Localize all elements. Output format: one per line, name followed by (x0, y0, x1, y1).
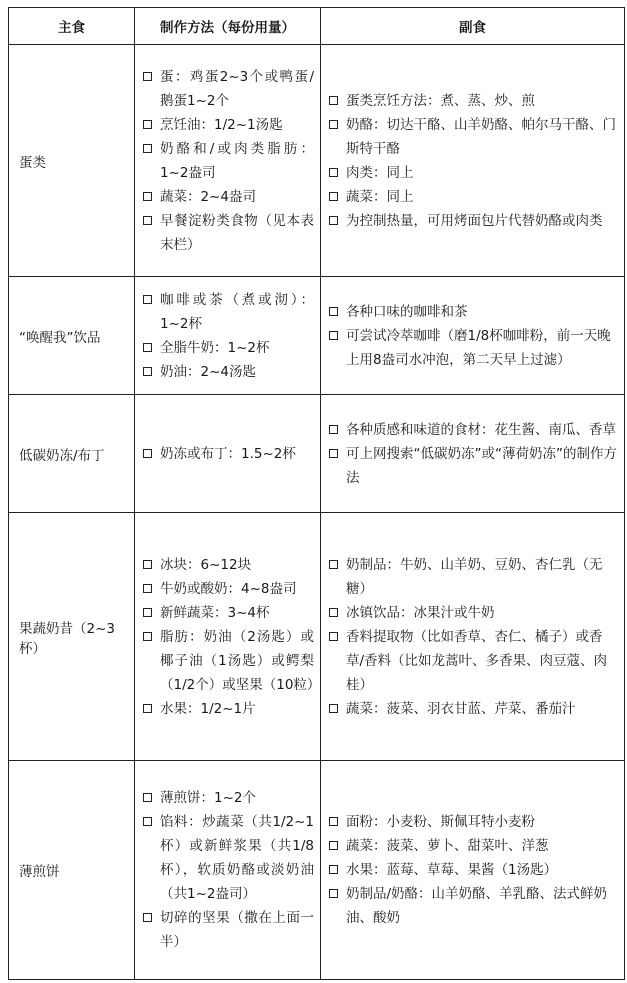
list-item: 牛奶或酸奶：4~8盎司 (143, 577, 314, 601)
list-item: 奶油：2~4汤匙 (143, 360, 314, 384)
checkbox-icon (143, 560, 152, 569)
list-item: 薄煎饼：1~2个 (143, 786, 314, 810)
table-row (9, 513, 625, 761)
checkbox-icon (329, 817, 338, 826)
list-item: 蛋：鸡蛋2~3个或鸭蛋/鹅蛋1~2个 (143, 65, 314, 113)
method-cell (135, 761, 321, 980)
list-item: 各种口味的咖啡和茶 (329, 300, 618, 324)
list-item: 咖啡或茶（煮或沏）：1~2杯 (143, 288, 314, 336)
checkbox-icon (143, 632, 152, 641)
list-item: 水果：1/2~1片 (143, 697, 314, 721)
list-item: 蔬菜：同上 (329, 185, 618, 209)
list-item: 奶制品/奶酪：山羊奶酪、羊乳酪、法式鲜奶油、酸奶 (329, 882, 618, 930)
checkbox-icon (329, 889, 338, 898)
list-item: 各种质感和味道的食材：花生酱、南瓜、香草 (329, 418, 618, 442)
meal-table (8, 7, 625, 980)
list-item: 蔬菜：2~4盎司 (143, 185, 314, 209)
list-item: 新鲜蔬菜：3~4杯 (143, 601, 314, 625)
list-item: 全脂牛奶：1~2杯 (143, 336, 314, 360)
list-item: 香料提取物（比如香草、杏仁、橘子）或香草/香料（比如龙蒿叶、多香果、肉豆蔻、肉桂） (329, 625, 618, 697)
side-cell (321, 761, 625, 980)
checkbox-icon (329, 120, 338, 129)
header-main: 主食 (9, 8, 135, 45)
list-item: 面粉：小麦粉、斯佩耳特小麦粉 (329, 810, 618, 834)
header-method: 制作方法（每份用量） (135, 8, 321, 45)
list-item: 脂肪：奶油（2汤匙）或椰子油（1汤匙）或鳄梨（1/2个）或坚果（10粒） (143, 625, 314, 697)
checkbox-icon (143, 584, 152, 593)
checkbox-icon (329, 632, 338, 641)
checkbox-icon (329, 841, 338, 850)
checkbox-icon (143, 192, 152, 201)
main-dish-cell: 低碳奶冻/布丁 (9, 395, 135, 513)
checkbox-icon (143, 144, 152, 153)
table-row (9, 761, 625, 980)
list-item: 冰块：6~12块 (143, 553, 314, 577)
list-item: 可上网搜索“低碳奶冻”或“薄荷奶冻”的制作方法 (329, 442, 618, 490)
checkbox-icon (329, 704, 338, 713)
header-side: 副食 (321, 8, 625, 45)
main-dish-cell: 果蔬奶昔（2~3杯） (9, 513, 135, 761)
list-item: 可尝试冷萃咖啡（磨1/8杯咖啡粉，前一天晚上用8盎司水冲泡，第二天早上过滤） (329, 324, 618, 372)
method-cell (135, 395, 321, 513)
list-item: 蛋类烹饪方法：煮、蒸、炒、煎 (329, 89, 618, 113)
list-item: 蔬菜：菠菜、萝卜、甜菜叶、洋葱 (329, 834, 618, 858)
checkbox-icon (329, 865, 338, 874)
list-item: 奶酪：切达干酪、山羊奶酪、帕尔马干酪、门斯特干酪 (329, 113, 618, 161)
list-item: 为控制热量，可用烤面包片代替奶酪或肉类 (329, 209, 618, 233)
checkbox-icon (329, 608, 338, 617)
side-cell (321, 45, 625, 277)
checkbox-icon (143, 449, 152, 458)
method-cell (135, 45, 321, 277)
checkbox-icon (143, 216, 152, 225)
checkbox-icon (143, 72, 152, 81)
side-cell (321, 277, 625, 395)
checkbox-icon (143, 793, 152, 802)
list-item: 奶冻或布丁：1.5~2杯 (143, 442, 314, 466)
table-row (9, 277, 625, 395)
checkbox-icon (329, 168, 338, 177)
checkbox-icon (329, 216, 338, 225)
list-item: 奶制品：牛奶、山羊奶、豆奶、杏仁乳（无糖） (329, 553, 618, 601)
checkbox-icon (143, 295, 152, 304)
method-cell (135, 513, 321, 761)
checkbox-icon (143, 608, 152, 617)
checkbox-icon (143, 367, 152, 376)
main-dish-cell: “唤醒我”饮品 (9, 277, 135, 395)
header-row (9, 8, 625, 45)
list-item: 水果：蓝莓、草莓、果酱（1汤匙） (329, 858, 618, 882)
list-item: 蔬菜：菠菜、羽衣甘蓝、芹菜、番茄汁 (329, 697, 618, 721)
checkbox-icon (143, 704, 152, 713)
list-item: 切碎的坚果（撒在上面一半） (143, 906, 314, 954)
checkbox-icon (143, 817, 152, 826)
table-row (9, 395, 625, 513)
checkbox-icon (143, 913, 152, 922)
method-cell (135, 277, 321, 395)
list-item: 奶酪和/或肉类脂肪：1~2盎司 (143, 137, 314, 185)
checkbox-icon (329, 307, 338, 316)
checkbox-icon (329, 96, 338, 105)
checkbox-icon (329, 425, 338, 434)
list-item: 烹饪油：1/2~1汤匙 (143, 113, 314, 137)
side-cell (321, 513, 625, 761)
checkbox-icon (329, 449, 338, 458)
list-item: 馅料：炒蔬菜（共1/2~1杯）或新鲜浆果（共1/8杯），软质奶酪或淡奶油（共1~2盎司） (143, 810, 314, 906)
main-dish-cell: 蛋类 (9, 45, 135, 277)
list-item: 早餐淀粉类食物（见本表末栏） (143, 209, 314, 257)
list-item: 冰镇饮品：冰果汁或牛奶 (329, 601, 618, 625)
table-row (9, 45, 625, 277)
main-dish-cell: 薄煎饼 (9, 761, 135, 980)
list-item: 肉类：同上 (329, 161, 618, 185)
checkbox-icon (329, 560, 338, 569)
side-cell (321, 395, 625, 513)
checkbox-icon (329, 331, 338, 340)
checkbox-icon (143, 343, 152, 352)
checkbox-icon (329, 192, 338, 201)
checkbox-icon (143, 120, 152, 129)
